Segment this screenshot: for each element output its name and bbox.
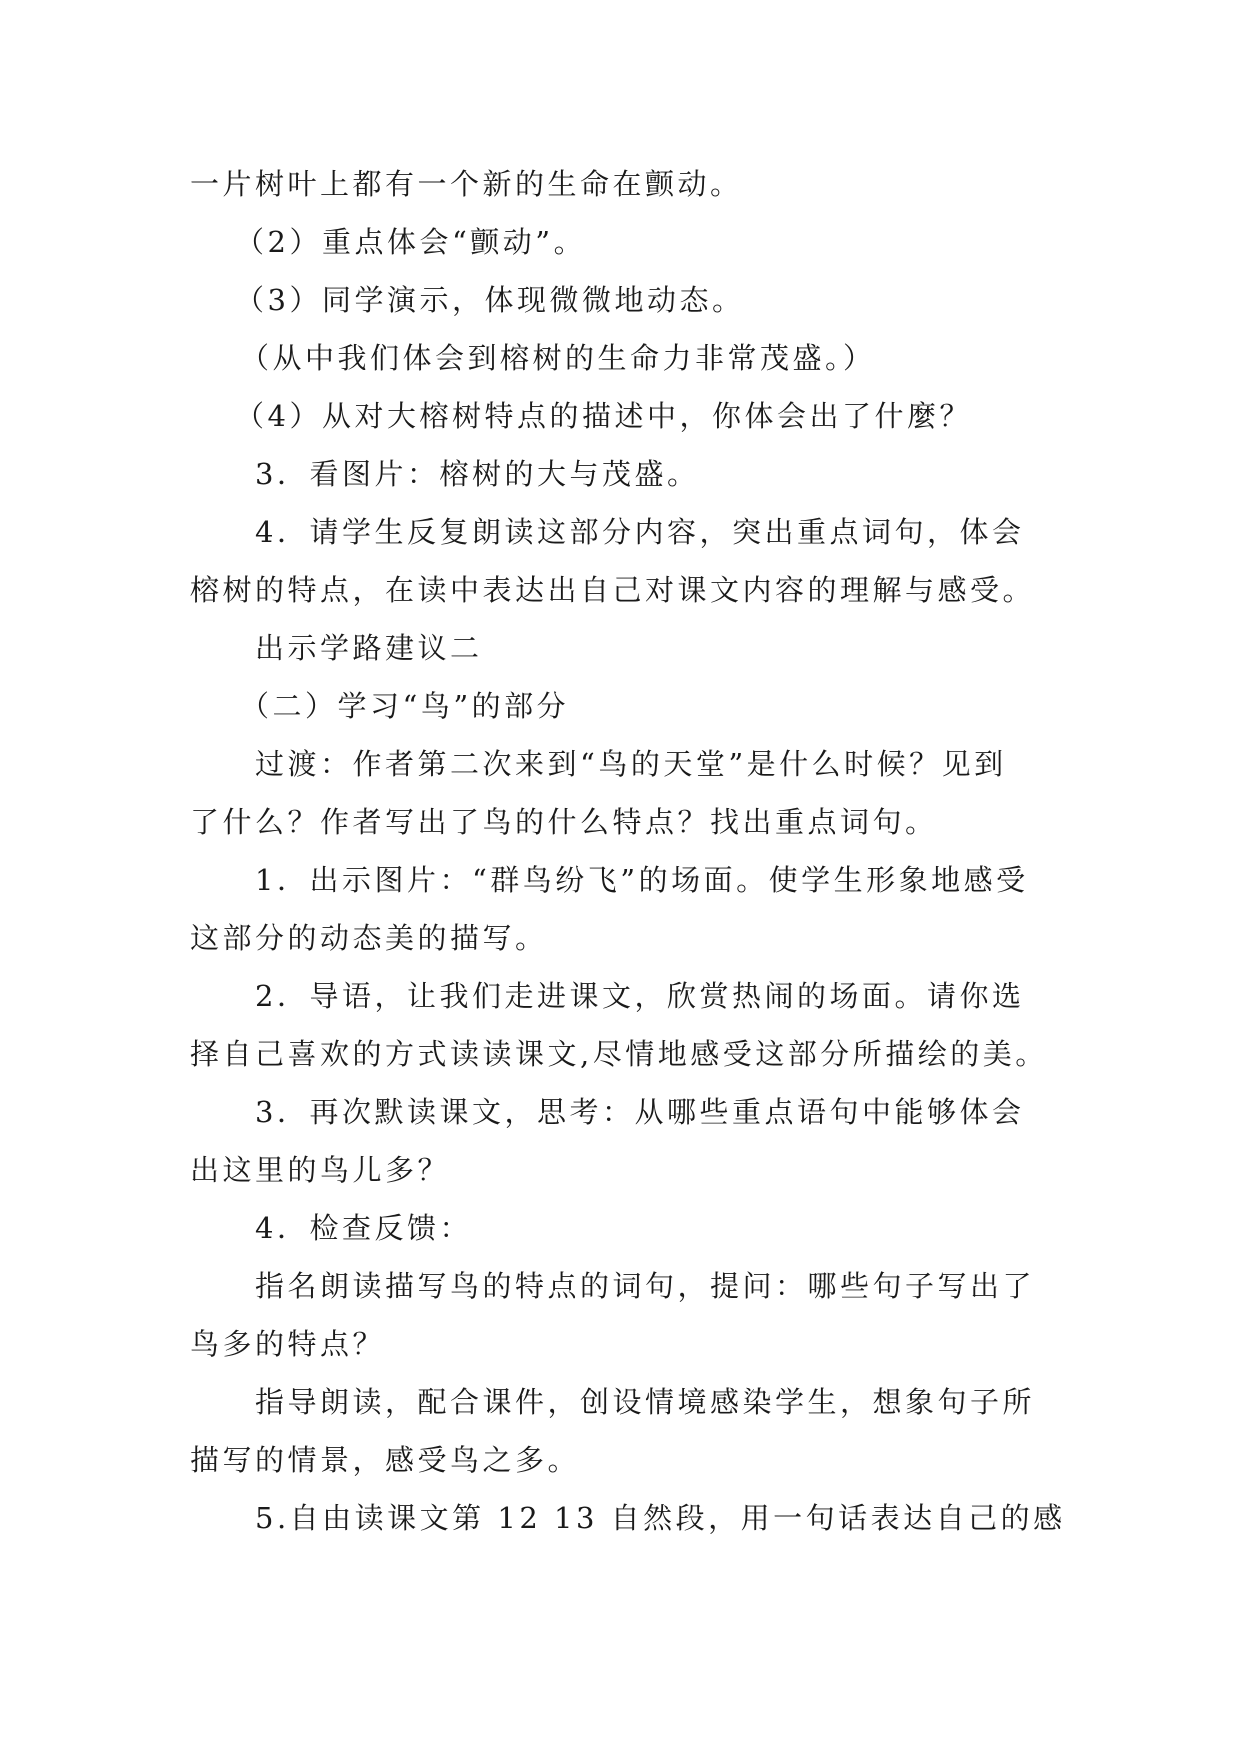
paragraph-line: 描写的情景，感受鸟之多。 — [190, 1443, 581, 1477]
paragraph-line: 指名朗读描写鸟的特点的词句，提问：哪些句子写出了 — [255, 1269, 1036, 1303]
paragraph-line: 这部分的动态美的描写。 — [190, 921, 548, 955]
paragraph-line: （从中我们体会到榕树的生命力非常茂盛。） — [240, 341, 876, 375]
paragraph-line: （2）重点体会“颤动”。 — [235, 225, 587, 259]
paragraph-line: （二）学习“鸟”的部分 — [240, 689, 570, 723]
paragraph-line: 3．再次默读课文，思考：从哪些重点语句中能够体会 — [255, 1095, 1025, 1129]
paragraph-line: 4．检查反馈： — [255, 1211, 472, 1245]
paragraph-line: 了什么？作者写出了鸟的什么特点？找出重点词句。 — [190, 805, 938, 839]
paragraph-line: 榕树的特点，在读中表达出自己对课文内容的理解与感受。 — [190, 573, 1036, 607]
paragraph-line: 过渡：作者第二次来到“鸟的天堂”是什么时候？见到 — [255, 747, 1007, 781]
paragraph-line: 指导朗读，配合课件，创设情境感染学生，想象句子所 — [255, 1385, 1036, 1419]
paragraph-line: 2．导语，让我们走进课文，欣赏热闹的场面。请你选 — [255, 979, 1025, 1013]
paragraph-line: 择自己喜欢的方式读读课文,尽情地感受这部分所描绘的美。 — [190, 1037, 1048, 1071]
paragraph-line: 1．出示图片：“群鸟纷飞”的场面。使学生形象地感受 — [255, 863, 1029, 897]
paragraph-line: 5.自由读课文第 12 13 自然段，用一句话表达自己的感 — [255, 1501, 1066, 1535]
paragraph-line: 一片树叶上都有一个新的生命在颤动。 — [190, 167, 743, 201]
paragraph-line: 4．请学生反复朗读这部分内容，突出重点词句，体会 — [255, 515, 1025, 549]
paragraph-line: （4）从对大榕树特点的描述中，你体会出了什麼？ — [235, 399, 972, 433]
paragraph-line: 鸟多的特点？ — [190, 1327, 386, 1361]
paragraph-line: （3）同学演示，体现微微地动态。 — [235, 283, 745, 317]
paragraph-line: 出这里的鸟儿多？ — [190, 1153, 451, 1187]
paragraph-line: 3．看图片：榕树的大与茂盛。 — [255, 457, 700, 491]
paragraph-line: 出示学路建议二 — [255, 631, 483, 665]
